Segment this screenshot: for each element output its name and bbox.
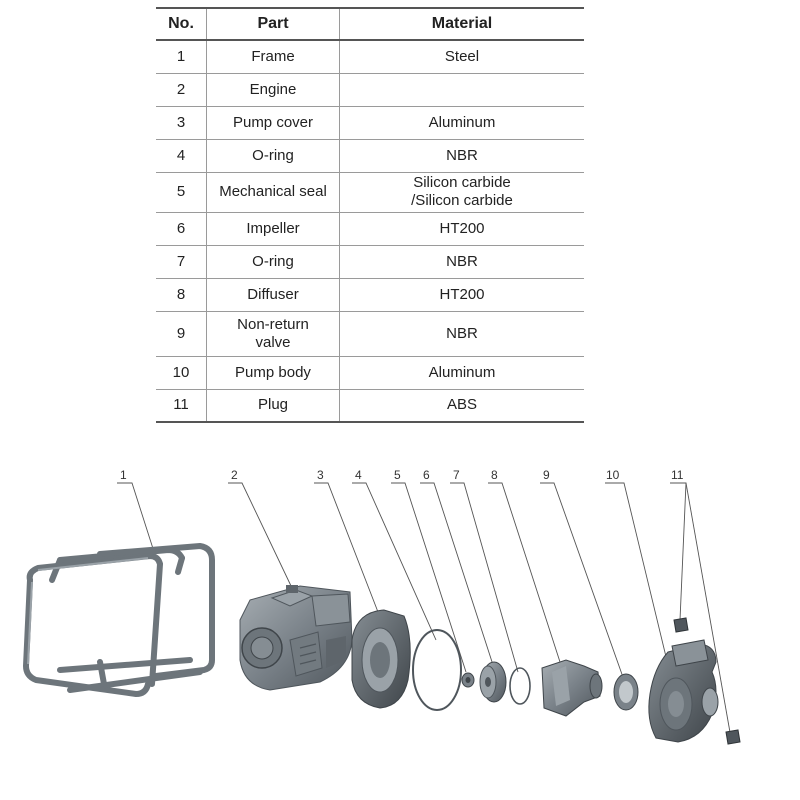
header-material: Material [340, 8, 585, 40]
header-part: Part [207, 8, 340, 40]
callout-8: 8 [491, 468, 498, 482]
row-no: 4 [156, 139, 207, 172]
row-material: Aluminum [340, 106, 585, 139]
engine-part [240, 585, 352, 690]
table-row [156, 40, 584, 73]
leader-2 [228, 483, 292, 588]
row-material: HT200 [340, 278, 585, 311]
table-row [156, 139, 584, 172]
row-no: 3 [156, 106, 207, 139]
callout-numbers [120, 468, 684, 482]
row-part: Mechanical seal [207, 172, 340, 212]
callout-1: 1 [120, 468, 127, 482]
table-row [156, 245, 584, 278]
row-material: HT200 [340, 212, 585, 245]
row-part: Impeller [207, 212, 340, 245]
row-part: Pump cover [207, 106, 340, 139]
row-part: Diffuser [207, 278, 340, 311]
o-ring-part-7 [510, 668, 530, 704]
table-row [156, 73, 584, 106]
diffuser-part [542, 660, 602, 716]
row-no: 7 [156, 245, 207, 278]
leader-10 [605, 483, 668, 665]
mechanical-seal-part [462, 673, 474, 687]
callout-11: 11 [671, 468, 684, 482]
row-no: 10 [156, 356, 207, 389]
callout-4: 4 [355, 468, 362, 482]
row-part: Plug [207, 389, 340, 422]
table-row [156, 356, 584, 389]
row-no: 5 [156, 172, 207, 212]
leader-9 [540, 483, 624, 680]
row-material [340, 73, 585, 106]
row-part: Engine [207, 73, 340, 106]
row-part: Non-return valve [207, 311, 340, 356]
row-no: 1 [156, 40, 207, 73]
callout-3: 3 [317, 468, 324, 482]
callout-5: 5 [394, 468, 401, 482]
row-part: O-ring [207, 245, 340, 278]
row-material: NBR [340, 245, 585, 278]
row-material: Aluminum [340, 356, 585, 389]
leader-7 [450, 483, 518, 672]
table-row [156, 212, 584, 245]
exploded-view-diagram [0, 455, 800, 800]
callout-10: 10 [606, 468, 620, 482]
callout-9: 9 [543, 468, 550, 482]
row-material: Silicon carbide /Silicon carbide [340, 172, 585, 212]
callout-2: 2 [231, 468, 238, 482]
row-material: NBR [340, 139, 585, 172]
row-no: 9 [156, 311, 207, 356]
impeller-part [480, 662, 506, 702]
row-no: 8 [156, 278, 207, 311]
row-part: Frame [207, 40, 340, 73]
table-header-row [156, 8, 584, 40]
row-material: ABS [340, 389, 585, 422]
table-row [156, 311, 584, 356]
row-part: Pump body [207, 356, 340, 389]
pump-cover-part [352, 610, 410, 708]
row-no: 11 [156, 389, 207, 422]
non-return-valve-part [614, 674, 638, 710]
table-row [156, 389, 584, 422]
parts-table [156, 7, 584, 423]
row-material: NBR [340, 311, 585, 356]
row-part: O-ring [207, 139, 340, 172]
row-no: 6 [156, 212, 207, 245]
leader-11a [670, 483, 686, 620]
header-no: No. [156, 8, 207, 40]
row-no: 2 [156, 73, 207, 106]
table-row [156, 106, 584, 139]
row-material: Steel [340, 40, 585, 73]
table-row [156, 172, 584, 212]
pump-body-part [649, 640, 718, 742]
leader-8 [488, 483, 560, 662]
leader-1 [117, 483, 156, 558]
table-row [156, 278, 584, 311]
callout-7: 7 [453, 468, 460, 482]
o-ring-part-4 [413, 630, 461, 710]
callout-6: 6 [423, 468, 430, 482]
frame-shading [28, 558, 148, 664]
leader-6 [420, 483, 494, 668]
